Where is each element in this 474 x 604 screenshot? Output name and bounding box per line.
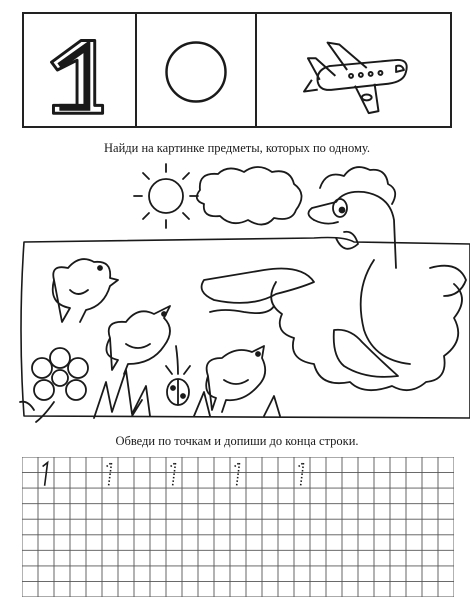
ladybug-icon: [166, 346, 190, 405]
trace-digit-one: [171, 462, 176, 485]
flower-icon: [20, 348, 88, 422]
cloud-icon: [197, 167, 302, 225]
digit-label: 1: [79, 83, 80, 85]
instruction-find: Найди на картинке предметы, которых по одному.: [104, 141, 370, 155]
trace-digit-one: [107, 462, 112, 485]
trace-digit-one: [299, 462, 304, 485]
chick-icon: [53, 259, 118, 322]
airplane-box: [257, 14, 450, 126]
trace-digit-one: [43, 462, 48, 485]
chick-icon: [206, 346, 265, 412]
circle-box: [137, 14, 257, 126]
digit-one-outline: [24, 14, 135, 126]
grass-icon: [94, 370, 280, 418]
instruction-trace: Обведи по точкам и допиши до конца строки.: [115, 434, 359, 448]
top-boxes: [22, 12, 452, 128]
digit-box: [24, 14, 137, 126]
circle-icon: [137, 14, 255, 126]
chick-icon: [106, 306, 170, 374]
hen-icon: [202, 167, 466, 390]
scene-illustration: [14, 160, 470, 430]
background-bush: [21, 238, 470, 419]
sun-icon: [134, 164, 198, 228]
writing-grid: [22, 457, 454, 597]
airplane-icon: [257, 14, 450, 126]
trace-digit-one: [235, 462, 240, 485]
